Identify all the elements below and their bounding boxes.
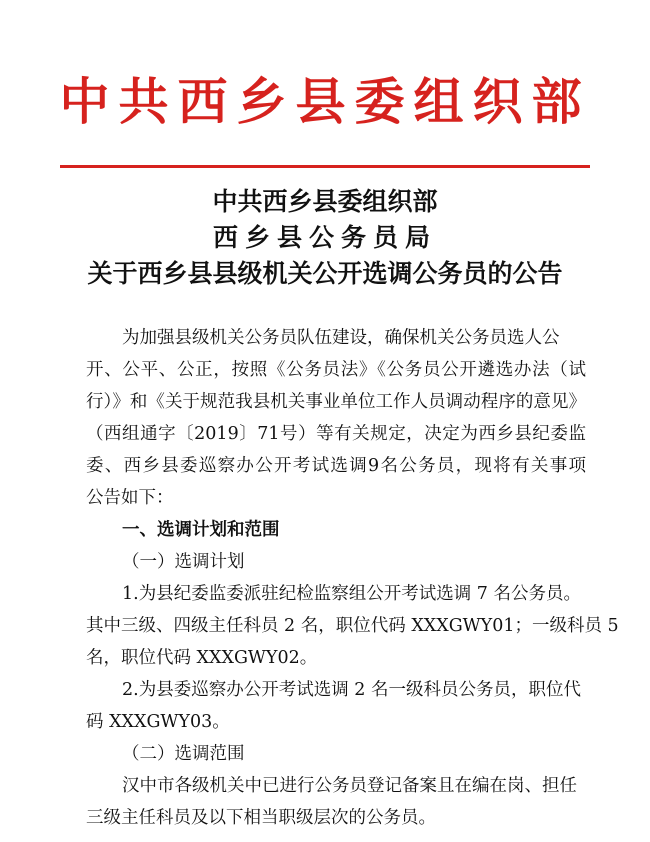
paragraph-line: 2.为县委巡察办公开考试选调 2 名一级科员公务员，职位代 (122, 680, 581, 700)
paragraph-line: 码 XXXGWY03。 (86, 712, 230, 732)
announcement-title (0, 184, 650, 292)
paragraph-line: 为加强县级机关公务员队伍建设，确保机关公务员选人公 (122, 328, 560, 348)
paragraph-line: 三级主任科员及以下相当职级层次的公务员。 (86, 808, 436, 828)
paragraph-line: 公告如下： (86, 488, 174, 508)
paragraph-line: 名，职位代码 XXXGWY02。 (86, 648, 318, 668)
paragraph-line: 1.为县纪委监委派驻纪检监察组公开考试选调 7 名公务员。 (122, 584, 581, 604)
title-line-2: 西乡县公务员局 (212, 223, 437, 252)
paragraph-line: （西组通字〔2019〕71号）等有关规定，决定为西乡县纪委监 (86, 424, 586, 444)
announcement-body (86, 322, 619, 834)
subsection-heading: （二）选调范围 (122, 744, 245, 764)
title-line-3: 关于西乡县县级机关公开选调公务员的公告 (87, 259, 563, 288)
paragraph-line: 其中三级、四级主任科员 2 名，职位代码 XXXGWY01；一级科员 5 (86, 616, 619, 636)
paragraph-line: 汉中市各级机关中已进行公务员登记备案且在编在岗、担任 (122, 776, 577, 796)
title-line-1: 中共西乡县委组织部 (212, 187, 438, 216)
paragraph-line: 行）》和《关于规范我县机关事业单位工作人员调动程序的意见》 (86, 392, 586, 412)
subsection-heading: （一）选调计划 (122, 552, 245, 572)
paragraph-line: 开、公平、公正，按照《公务员法》《公务员公开遴选办法（试 (86, 360, 586, 380)
masthead-title: 中共西乡县委组织部 (59, 72, 591, 131)
section-heading: 一、选调计划和范围 (122, 520, 280, 540)
masthead-divider (60, 165, 590, 168)
paragraph-line: 委、西乡县委巡察办公开考试选调9名公务员，现将有关事项 (86, 456, 586, 476)
